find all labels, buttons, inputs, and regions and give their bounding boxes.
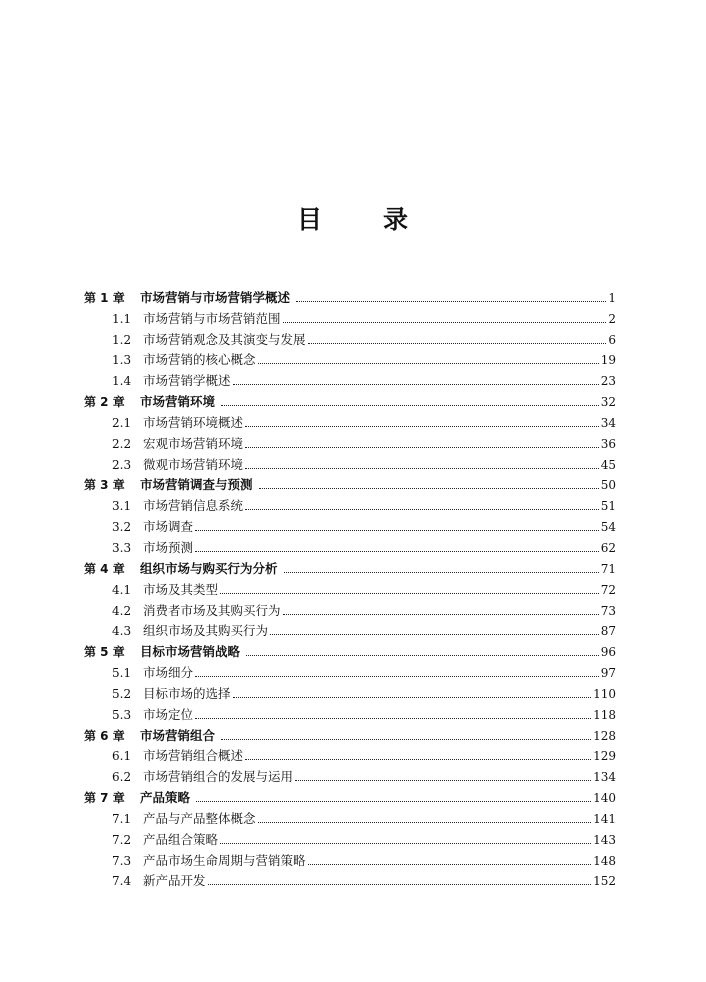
page-number: 140 <box>593 791 616 806</box>
page-title-char-1: 目 <box>297 205 323 234</box>
dot-leader <box>308 864 592 865</box>
dot-leader <box>196 801 591 802</box>
dot-leader <box>284 572 599 573</box>
page-number: 97 <box>600 666 616 681</box>
page-number: 148 <box>593 853 616 868</box>
section-number: 4.3 <box>112 624 132 639</box>
section-number: 1.1 <box>112 311 132 326</box>
chapter-title: 市场营销调查与预测 <box>140 477 253 493</box>
toc-chapter-entry[interactable] <box>84 785 616 806</box>
toc-chapter-entry[interactable] <box>84 473 616 494</box>
page-number: 152 <box>593 874 616 889</box>
section-title: 市场营销的核心概念 <box>143 352 256 368</box>
toc-section-entry[interactable] <box>84 660 616 681</box>
section-number: 5.3 <box>112 707 132 722</box>
page-number: 128 <box>593 728 616 743</box>
chapter-number: 第 1 章 <box>84 290 125 305</box>
dot-leader <box>195 676 599 677</box>
toc-chapter-entry[interactable] <box>84 723 616 744</box>
section-number: 2.1 <box>112 415 132 430</box>
toc-section-entry[interactable] <box>84 764 616 785</box>
chapter-title: 目标市场营销战略 <box>140 644 241 660</box>
section-title: 市场预测 <box>143 539 194 555</box>
page-number: 87 <box>600 624 616 639</box>
page-number: 19 <box>600 353 616 368</box>
page-number: 71 <box>600 561 616 576</box>
chapter-title: 市场营销与市场营销学概述 <box>140 289 291 305</box>
section-title: 消费者市场及其购买行为 <box>143 602 281 618</box>
toc-chapter-entry[interactable] <box>84 285 616 306</box>
section-title: 宏观市场营销环境 <box>143 435 244 451</box>
dot-leader <box>245 468 599 469</box>
chapter-number: 第 5 章 <box>84 645 125 660</box>
dot-leader <box>295 780 591 781</box>
page-number: 50 <box>600 478 616 493</box>
section-title: 目标市场的选择 <box>143 685 231 701</box>
dot-leader <box>220 843 591 844</box>
toc-section-entry[interactable] <box>84 869 616 890</box>
page-number: 141 <box>593 811 616 826</box>
page-number: 6 <box>608 332 616 347</box>
dot-leader <box>270 634 599 635</box>
chapter-number: 第 2 章 <box>84 395 125 410</box>
dot-leader <box>296 301 606 302</box>
chapter-title: 市场营销组合 <box>140 727 216 743</box>
section-title: 市场营销组合的发展与运用 <box>143 769 294 785</box>
page-number: 45 <box>600 457 616 472</box>
toc-section-entry[interactable] <box>84 598 616 619</box>
section-number: 5.1 <box>112 666 132 681</box>
page-title <box>0 203 706 237</box>
toc-section-entry[interactable] <box>84 848 616 869</box>
chapter-number: 第 6 章 <box>84 728 125 743</box>
section-number: 2.3 <box>112 457 132 472</box>
section-title: 市场营销观念及其演变与发展 <box>143 331 306 347</box>
section-number: 3.2 <box>112 520 132 535</box>
section-number: 1.4 <box>112 374 132 389</box>
toc-section-entry[interactable] <box>84 368 616 389</box>
section-number: 1.2 <box>112 332 132 347</box>
page-number: 54 <box>600 520 616 535</box>
chapter-title: 产品策略 <box>140 790 191 806</box>
toc-section-entry[interactable] <box>84 306 616 327</box>
toc-chapter-entry[interactable] <box>84 556 616 577</box>
dot-leader <box>258 363 599 364</box>
page-number: 134 <box>593 770 616 785</box>
section-title: 产品组合策略 <box>143 831 219 847</box>
dot-leader <box>221 405 599 406</box>
toc-section-entry[interactable] <box>84 431 616 452</box>
toc-section-entry[interactable] <box>84 806 616 827</box>
toc-section-entry[interactable] <box>84 681 616 702</box>
section-number: 7.3 <box>112 853 132 868</box>
toc-section-entry[interactable] <box>84 744 616 765</box>
page-number: 23 <box>600 374 616 389</box>
dot-leader <box>233 384 599 385</box>
toc-section-entry[interactable] <box>84 410 616 431</box>
dot-leader <box>308 343 607 344</box>
page-number: 110 <box>593 686 616 701</box>
toc-section-entry[interactable] <box>84 827 616 848</box>
chapter-number: 第 7 章 <box>84 791 125 806</box>
section-number: 5.2 <box>112 686 132 701</box>
section-number: 7.4 <box>112 874 132 889</box>
section-title: 产品市场生命周期与营销策略 <box>143 852 306 868</box>
section-title: 市场营销组合概述 <box>143 748 244 764</box>
chapter-title: 组织市场与购买行为分析 <box>140 560 278 576</box>
chapter-title: 市场营销环境 <box>140 394 216 410</box>
page-number: 118 <box>593 707 616 722</box>
section-number: 7.1 <box>112 811 132 826</box>
section-title: 市场营销学概述 <box>143 373 231 389</box>
page-number: 51 <box>600 499 616 514</box>
section-title: 市场营销环境概述 <box>143 414 244 430</box>
page-number: 96 <box>600 645 616 660</box>
dot-leader <box>245 447 599 448</box>
page-number: 72 <box>600 582 616 597</box>
dot-leader <box>245 759 591 760</box>
section-title: 市场营销信息系统 <box>143 498 244 514</box>
section-title: 市场细分 <box>143 665 194 681</box>
page-number: 34 <box>600 415 616 430</box>
section-title: 新产品开发 <box>143 873 206 889</box>
section-number: 7.2 <box>112 832 132 847</box>
dot-leader <box>245 426 599 427</box>
section-number: 2.2 <box>112 436 132 451</box>
page-number: 36 <box>600 436 616 451</box>
page-number: 143 <box>593 832 616 847</box>
section-number: 6.2 <box>112 770 132 785</box>
section-number: 1.3 <box>112 353 132 368</box>
section-number: 4.1 <box>112 582 132 597</box>
dot-leader <box>283 614 599 615</box>
page-number: 129 <box>593 749 616 764</box>
section-title: 市场及其类型 <box>143 581 219 597</box>
dot-leader <box>195 718 591 719</box>
section-number: 6.1 <box>112 749 132 764</box>
toc-chapter-entry[interactable] <box>84 389 616 410</box>
dot-leader <box>195 551 599 552</box>
dot-leader <box>259 488 599 489</box>
toc-section-entry[interactable] <box>84 327 616 348</box>
toc-section-entry[interactable] <box>84 348 616 369</box>
dot-leader <box>195 530 599 531</box>
toc-section-entry[interactable] <box>84 493 616 514</box>
toc-section-entry[interactable] <box>84 702 616 723</box>
toc-section-entry[interactable] <box>84 514 616 535</box>
section-number: 3.3 <box>112 540 132 555</box>
section-title: 微观市场营销环境 <box>143 456 244 472</box>
section-number: 4.2 <box>112 603 132 618</box>
section-title: 组织市场及其购买行为 <box>143 623 269 639</box>
table-of-contents <box>84 285 616 889</box>
section-title: 市场定位 <box>143 706 194 722</box>
section-title: 市场营销与市场营销范围 <box>143 310 281 326</box>
page-number: 2 <box>608 311 616 326</box>
chapter-number: 第 4 章 <box>84 561 125 576</box>
dot-leader <box>208 884 592 885</box>
toc-section-entry[interactable] <box>84 619 616 640</box>
toc-chapter-entry[interactable] <box>84 639 616 660</box>
dot-leader <box>221 739 591 740</box>
dot-leader <box>258 822 592 823</box>
dot-leader <box>246 655 599 656</box>
chapter-number: 第 3 章 <box>84 478 125 493</box>
toc-section-entry[interactable] <box>84 577 616 598</box>
dot-leader <box>220 593 599 594</box>
page-number: 73 <box>600 603 616 618</box>
section-number: 3.1 <box>112 499 132 514</box>
page-title-char-2: 录 <box>383 205 409 234</box>
toc-section-entry[interactable] <box>84 535 616 556</box>
page-number: 1 <box>608 290 616 305</box>
section-title: 产品与产品整体概念 <box>143 810 256 826</box>
dot-leader <box>233 697 592 698</box>
page-number: 62 <box>600 540 616 555</box>
dot-leader <box>283 322 607 323</box>
dot-leader <box>245 509 599 510</box>
toc-section-entry[interactable] <box>84 452 616 473</box>
page-number: 32 <box>600 395 616 410</box>
section-title: 市场调查 <box>143 519 194 535</box>
